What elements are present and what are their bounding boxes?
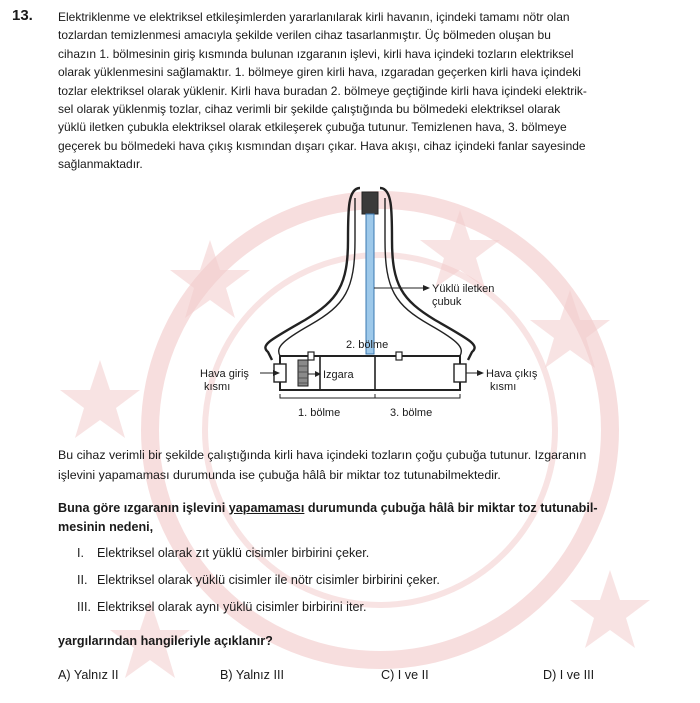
bracket-chamber-3 (375, 394, 460, 398)
statement-numeral: I. (77, 546, 84, 560)
choice-d[interactable] (543, 668, 594, 682)
stem-line: sel olarak yüklenmiş tozlar, cihaz verimli bir şekilde çalıştığında bu bölmedeki elektriksel olarak (58, 102, 561, 117)
context-paragraph (58, 445, 688, 485)
rod-label-1: Yüklü iletken (432, 283, 495, 295)
choice-a[interactable] (58, 668, 118, 682)
choice-label: A) (58, 668, 71, 682)
stem-line: olarak yüklenmesini sağlamaktır. 1. bölmeye giren kirli hava, ızgaradan geçerken kirli hava içindeki (58, 65, 581, 80)
statement-III (77, 600, 366, 614)
stem-line: tozlardan temizlenmesi amacıyla şekilde verilen cihaz tasarlanmıştır. Üç bölmeden oluşan bu (58, 28, 551, 43)
choice-text: Yalnız III (235, 668, 284, 682)
chamber-1-label: 1. bölme (298, 407, 341, 419)
outlet-flange (454, 364, 466, 382)
chamber-2-label: 2. bölme (346, 339, 389, 351)
rod-label-2: çubuk (432, 296, 462, 308)
charged-rod (366, 214, 374, 354)
statement-text: Elektriksel olarak zıt yüklü cisimler birbirini çeker. (97, 546, 370, 560)
stem-line: cihazın 1. bölmesinin giriş kısmında bulunan ızgaranın işlevi, kirli hava içindeki tozların elektriksel (58, 46, 574, 61)
choice-c[interactable] (381, 668, 429, 682)
question-number: 13. (12, 7, 33, 24)
statement-text: Elektriksel olarak yüklü cisimler ile nötr cisimler birbirini çeker. (97, 573, 440, 587)
prompt-line-1 (58, 499, 688, 518)
grate (298, 360, 308, 386)
rod-cap (362, 192, 378, 214)
rod-pointer-arrow (423, 285, 430, 291)
choice-label: D) (543, 668, 557, 682)
inlet-label-1: Hava giriş (200, 368, 249, 380)
choice-text: I ve II (397, 668, 429, 682)
bracket-chamber-1 (280, 394, 375, 398)
choice-text: Yalnız II (73, 668, 119, 682)
grate-label: Izgara (323, 369, 354, 381)
stem-line: yüklü iletken çubukla elektriksel olarak etkileşerek çubuğa tutunur. Temizlenen hava, 3. bölmeye (58, 120, 567, 135)
prompt-text: Buna göre ızgaranın işlevini (58, 501, 229, 515)
statement-I (77, 546, 369, 560)
stem-line: tozlar elektriksel olarak yüklenir. Kirli hava buradan 2. bölmeye geçtiğinde kirli hava içindeki elektrik- (58, 83, 587, 98)
choice-label: B) (220, 668, 233, 682)
stem-line: sağlanmaktadır. (58, 157, 143, 172)
inlet-label-2: kısmı (204, 381, 231, 393)
context-line: Bu cihaz verimli bir şekilde çalıştığında kirli hava içindeki tozların çoğu çubuğa tutunur. Izgaranın (58, 448, 587, 462)
outlet-label-1: Hava çıkış (486, 368, 538, 380)
question-prompt (58, 499, 688, 537)
outlet-arrowhead (477, 370, 484, 376)
vent-top-1 (308, 352, 314, 360)
context-line: işlevini yapamaması durumunda ise çubuğa hâlâ bir miktar toz tutunabilmektedir. (58, 468, 501, 482)
device-diagram (180, 180, 540, 430)
statement-numeral: III. (77, 600, 91, 614)
question-stem (58, 8, 688, 174)
statement-II (77, 573, 440, 587)
stem-line: geçerek bu bölmedeki hava çıkış kısmından dışarı çıkar. Hava akışı, cihaz içindeki fanlar sayesinde (58, 138, 586, 153)
outlet-label-2: kısmı (490, 381, 517, 393)
choice-text: I ve III (559, 668, 595, 682)
prompt-line-2: mesinin nedeni, (58, 520, 154, 534)
statement-text: Elektriksel olarak aynı yüklü cisimler birbirini iter. (97, 600, 367, 614)
prompt-underlined: yapamaması (228, 501, 305, 515)
prompt-text: durumunda çubuğa hâlâ bir miktar toz tutunabil- (304, 501, 598, 515)
vent-top-2 (396, 352, 402, 360)
question-tail: yargılarından hangileriyle açıklanır? (58, 634, 273, 648)
choice-label: C) (381, 668, 395, 682)
stem-line: Elektriklenme ve elektriksel etkileşimlerden yararlanılarak kirli havanın, içindeki tamamı nötr olan (58, 10, 570, 24)
choice-b[interactable] (220, 668, 284, 682)
chamber-3-label: 3. bölme (390, 407, 433, 419)
statement-numeral: II. (77, 573, 88, 587)
